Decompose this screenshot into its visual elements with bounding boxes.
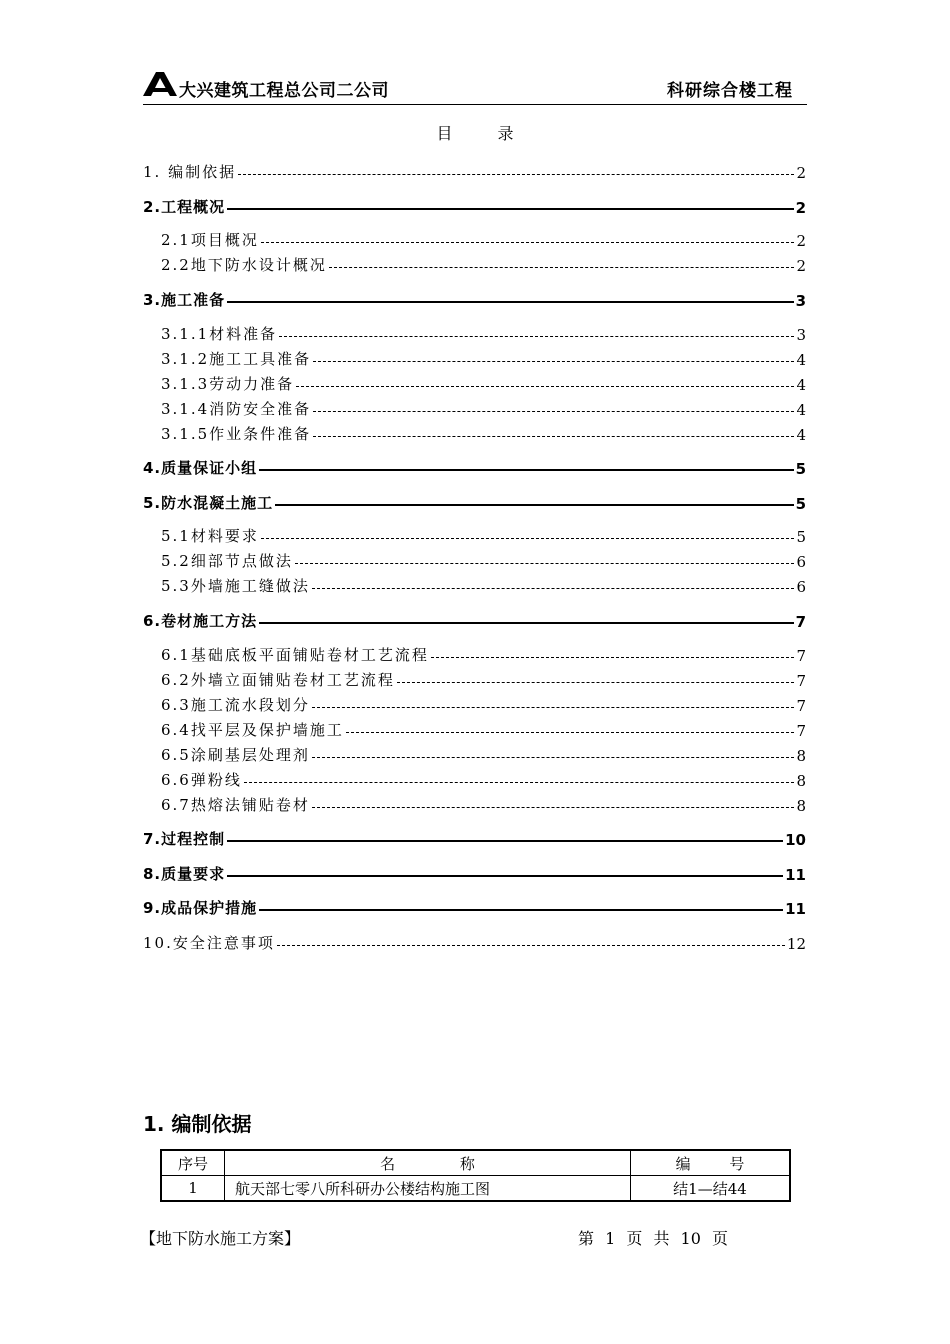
toc-entry-page: 3	[795, 292, 806, 310]
toc-entry-label: 6.4找平层及保护墙施工	[161, 721, 344, 739]
toc-leader	[259, 909, 783, 911]
toc-entry-label: 6.5涂刷基层处理剂	[161, 746, 310, 764]
header-cell-number: 编 号	[631, 1150, 791, 1176]
toc-leader	[277, 945, 785, 946]
toc-entry-page: 11	[785, 866, 806, 884]
basis-table	[160, 1149, 791, 1202]
toc-entry[interactable]	[143, 574, 806, 596]
toc-entry[interactable]	[143, 491, 806, 513]
toc-entry[interactable]	[143, 372, 806, 394]
toc-entry[interactable]	[143, 524, 806, 546]
toc-entry[interactable]	[143, 397, 806, 419]
toc-leader	[259, 469, 793, 471]
toc-entry-page: 8	[796, 772, 806, 790]
toc-leader	[227, 208, 793, 210]
table-row	[161, 1176, 790, 1202]
toc-entry-page: 3	[796, 326, 806, 344]
toc-entry[interactable]	[143, 668, 806, 690]
toc-entry[interactable]	[143, 931, 806, 953]
toc-entry[interactable]	[143, 253, 806, 275]
toc-entry-label: 2.1项目概况	[161, 231, 259, 249]
header-cell-name: 名 称	[225, 1150, 631, 1176]
toc-leader	[397, 682, 795, 683]
toc-entry-label: 1. 编制依据	[143, 163, 237, 181]
toc-leader	[244, 782, 795, 783]
toc-entry-label: 6.卷材施工方法	[143, 612, 258, 630]
toc-entry-label: 5.防水混凝土施工	[143, 494, 274, 512]
toc-entry-page: 7	[796, 697, 806, 715]
toc-entry-page: 4	[796, 426, 806, 444]
toc-entry-page: 2	[796, 164, 806, 182]
toc-entry-page: 4	[796, 351, 806, 369]
toc-leader	[227, 875, 783, 877]
table-header-row	[161, 1150, 790, 1176]
toc-entry[interactable]	[143, 862, 806, 884]
toc-leader	[261, 538, 795, 539]
toc-leader	[227, 301, 793, 303]
toc-entry[interactable]	[143, 827, 806, 849]
toc-entry-page: 6	[796, 578, 806, 596]
toc-entry-label: 3.1.2施工工具准备	[161, 350, 312, 368]
toc-entry-label: 6.7热熔法铺贴卷材	[161, 796, 310, 814]
toc-entry[interactable]	[143, 288, 806, 310]
toc-entry-label: 5.1材料要求	[161, 527, 259, 545]
row-cell-index: 1	[161, 1176, 225, 1202]
toc-entry-page: 4	[796, 376, 806, 394]
toc-entry[interactable]	[143, 456, 806, 478]
toc-entry[interactable]	[143, 347, 806, 369]
toc-entry-page: 7	[796, 647, 806, 665]
toc-leader	[312, 707, 795, 708]
toc-entry-label: 5.3外墙施工缝做法	[161, 577, 310, 595]
toc-entry[interactable]	[143, 643, 806, 665]
toc-entry-page: 7	[795, 613, 806, 631]
toc-entry-page: 7	[796, 672, 806, 690]
toc-entry-page: 4	[796, 401, 806, 419]
toc-title	[0, 121, 950, 144]
toc-entry-page: 2	[795, 199, 806, 217]
page-header	[143, 66, 807, 105]
toc-entry[interactable]	[143, 718, 806, 740]
toc-entry-page: 7	[796, 722, 806, 740]
toc-leader	[279, 336, 794, 337]
toc-entry-page: 12	[786, 935, 806, 953]
toc-leader	[312, 807, 795, 808]
toc-entry-page: 8	[796, 797, 806, 815]
toc-entry-label: 6.6弹粉线	[161, 771, 242, 789]
toc-entry[interactable]	[143, 549, 806, 571]
toc-entry-page: 5	[796, 528, 806, 546]
company-name: 大兴建筑工程总公司二公司	[179, 81, 389, 101]
toc-entry-label: 3.1.4消防安全准备	[161, 400, 312, 418]
toc-entry[interactable]	[143, 228, 806, 250]
toc-entry[interactable]	[143, 195, 806, 217]
toc-entry[interactable]	[143, 896, 806, 918]
toc-entry-label: 7.过程控制	[143, 830, 226, 848]
toc-entry-label: 3.施工准备	[143, 291, 226, 309]
toc-entry-page: 5	[795, 495, 806, 513]
toc-leader	[261, 242, 795, 243]
row-cell-name: 航天部七零八所科研办公楼结构施工图	[225, 1176, 631, 1202]
toc-entry[interactable]	[143, 793, 806, 815]
toc-leader	[238, 174, 794, 175]
toc-leader	[431, 657, 795, 658]
toc-entry-label: 8.质量要求	[143, 865, 226, 883]
footer-page-info: 第 1 页 共 10 页	[578, 1229, 728, 1248]
toc-leader	[313, 411, 794, 412]
company-logo-icon	[143, 70, 177, 96]
toc-title-text: 目 录	[436, 124, 514, 143]
toc-entry-page: 2	[796, 257, 806, 275]
toc-entry[interactable]	[143, 693, 806, 715]
toc-entry-label: 9.成品保护措施	[143, 899, 258, 917]
toc-entry-label: 3.1.1材料准备	[161, 325, 278, 343]
toc-leader	[313, 361, 794, 362]
toc-entry-label: 6.3施工流水段划分	[161, 696, 310, 714]
header-cell-index: 序号	[161, 1150, 225, 1176]
toc-entry-label: 6.1基础底板平面铺贴卷材工艺流程	[161, 646, 429, 664]
project-name: 科研综合楼工程	[667, 81, 793, 101]
toc-entry-page: 5	[795, 460, 806, 478]
toc-leader	[313, 436, 794, 437]
toc-entry-page: 11	[785, 900, 806, 918]
toc-entry-page: 2	[796, 232, 806, 250]
toc-leader	[259, 622, 793, 624]
toc-entry-label: 3.1.3劳动力准备	[161, 375, 295, 393]
toc-entry[interactable]	[143, 322, 806, 344]
toc-leader	[329, 267, 795, 268]
toc-entry[interactable]	[143, 768, 806, 790]
toc-entry-label: 2.工程概况	[143, 198, 226, 216]
toc-leader	[275, 504, 793, 506]
toc-leader	[295, 563, 795, 564]
toc-entry-label: 3.1.5作业条件准备	[161, 425, 312, 443]
toc-entry-label: 10.安全注意事项	[143, 934, 275, 952]
toc-entry-page: 10	[785, 831, 806, 849]
toc-leader	[312, 588, 795, 589]
toc-entry-page: 6	[796, 553, 806, 571]
toc-entry-page: 8	[796, 747, 806, 765]
toc-entry[interactable]	[143, 609, 806, 631]
section-heading: 1. 编制依据	[143, 1112, 252, 1136]
toc-entry-label: 6.2外墙立面铺贴卷材工艺流程	[161, 671, 395, 689]
toc-entry[interactable]	[143, 160, 806, 182]
toc-entry[interactable]	[143, 422, 806, 444]
row-cell-number: 结1—结44	[631, 1176, 791, 1202]
toc-entry-label: 5.2细部节点做法	[161, 552, 293, 570]
toc-entry-label: 4.质量保证小组	[143, 459, 258, 477]
toc-leader	[227, 840, 783, 842]
toc-leader	[312, 757, 795, 758]
toc-leader	[346, 732, 795, 733]
toc-leader	[296, 386, 794, 387]
toc-entry-label: 2.2地下防水设计概况	[161, 256, 327, 274]
toc-entry[interactable]	[143, 743, 806, 765]
footer-doc-name: 【地下防水施工方案】	[140, 1229, 301, 1248]
